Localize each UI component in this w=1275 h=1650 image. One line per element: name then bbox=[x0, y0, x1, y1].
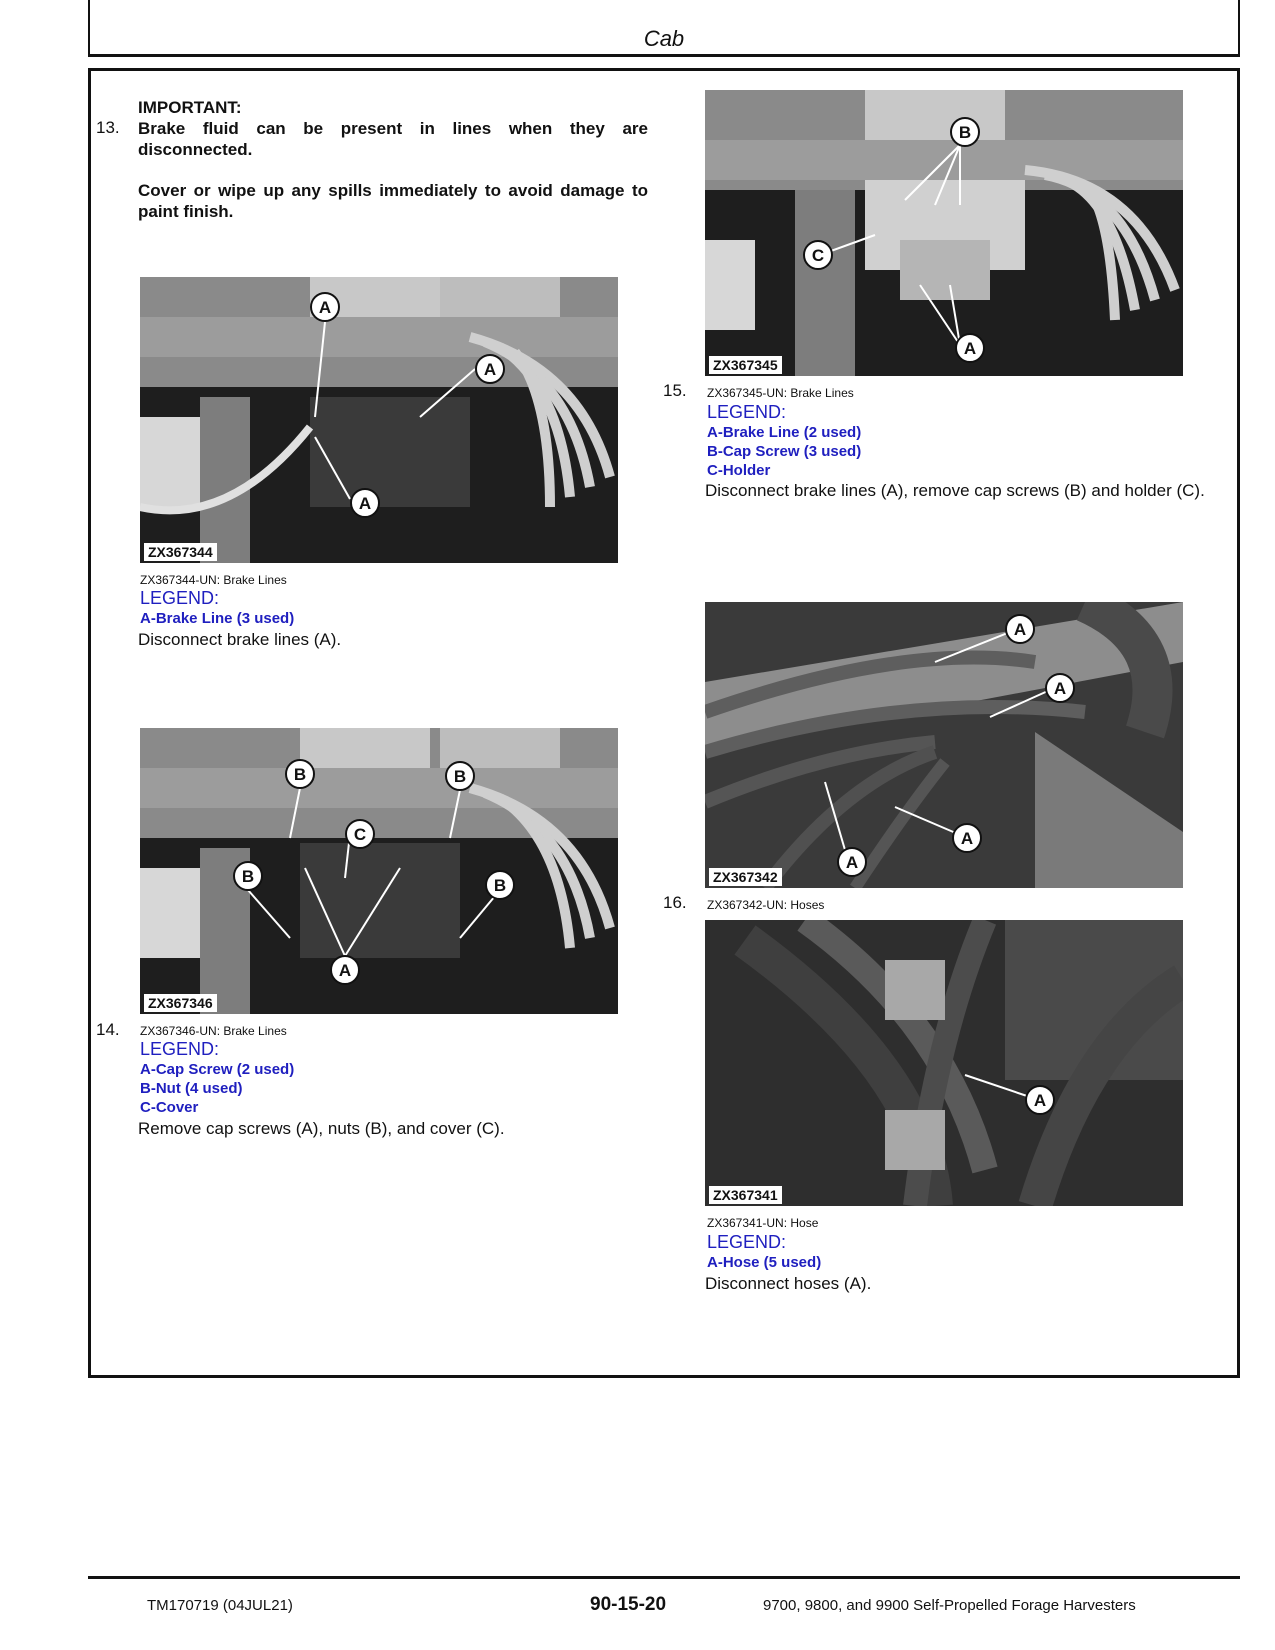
figure-caption: ZX367344-UN: Brake Lines bbox=[140, 573, 287, 587]
callout-c: C bbox=[353, 825, 367, 844]
legend-item: B-Nut (4 used) bbox=[140, 1080, 243, 1097]
instruction-text: Disconnect brake lines (A), remove cap screws (B) and holder (C). bbox=[705, 481, 1205, 500]
instruction-text: Disconnect brake lines (A). bbox=[138, 630, 342, 649]
legend-title: LEGEND: bbox=[707, 1232, 787, 1252]
photo-zx367341 bbox=[705, 920, 1183, 1206]
legend-item: A-Hose (5 used) bbox=[707, 1254, 822, 1271]
important-text-2: Cover or wipe up any spills immediately to avoid damage to paint finish. bbox=[138, 181, 648, 221]
callout-a-2: A bbox=[483, 360, 497, 379]
step-number-16: 16. bbox=[663, 893, 687, 912]
doc-id: TM170719 (04JUL21) bbox=[147, 1597, 293, 1614]
photo-zx367346 bbox=[140, 728, 618, 1014]
callout-b-1: B bbox=[293, 765, 307, 784]
photo-id: ZX367345 bbox=[709, 356, 782, 374]
callout-a-2: A bbox=[1053, 679, 1067, 698]
product-name: 9700, 9800, and 9900 Self-Propelled Forage Harvesters bbox=[763, 1597, 1136, 1614]
step-number-15: 15. bbox=[663, 381, 687, 400]
photo-id: ZX367341 bbox=[709, 1186, 782, 1204]
callout-a-1: A bbox=[318, 298, 332, 317]
step-number-14: 14. bbox=[96, 1020, 120, 1039]
photo-zx367345 bbox=[705, 90, 1183, 376]
legend-item: A-Brake Line (2 used) bbox=[707, 424, 862, 441]
page-header bbox=[88, 0, 1240, 57]
important-label: IMPORTANT: bbox=[138, 98, 242, 117]
photo-zx367342 bbox=[705, 602, 1183, 888]
callout-a-3: A bbox=[358, 494, 372, 513]
photo-zx367344 bbox=[140, 277, 618, 563]
important-text-1: Brake fluid can be present in lines when they are disconnected. bbox=[138, 119, 648, 159]
callout-a-4: A bbox=[845, 853, 859, 872]
legend-title: LEGEND: bbox=[707, 402, 787, 422]
figure-caption: ZX367346-UN: Brake Lines bbox=[140, 1024, 287, 1038]
page-number: 90-15-20 bbox=[590, 1594, 667, 1615]
callout-a: A bbox=[963, 339, 977, 358]
legend-item: C-Holder bbox=[707, 462, 771, 479]
section-title: Cab bbox=[643, 26, 685, 51]
photo-id: ZX367342 bbox=[709, 868, 782, 886]
callout-a: A bbox=[1033, 1091, 1047, 1110]
footer-rule bbox=[88, 1576, 1240, 1579]
callout-a-1: A bbox=[1013, 620, 1027, 639]
photo-id: ZX367344 bbox=[144, 543, 217, 561]
figure-caption: ZX367342-UN: Hoses bbox=[707, 898, 825, 912]
callout-b-3: B bbox=[241, 867, 255, 886]
callout-a: A bbox=[338, 961, 352, 980]
instruction-text: Disconnect hoses (A). bbox=[705, 1274, 872, 1293]
figure-caption: ZX367345-UN: Brake Lines bbox=[707, 386, 854, 400]
figure-caption: ZX367341-UN: Hose bbox=[707, 1216, 819, 1230]
callout-b-4: B bbox=[493, 876, 507, 895]
instruction-text: Remove cap screws (A), nuts (B), and cover (C). bbox=[138, 1119, 505, 1138]
callout-c: C bbox=[811, 246, 825, 265]
photo-id: ZX367346 bbox=[144, 994, 217, 1012]
legend-item: A-Brake Line (3 used) bbox=[140, 610, 295, 627]
legend-item: A-Cap Screw (2 used) bbox=[140, 1061, 295, 1078]
legend-title: LEGEND: bbox=[140, 1039, 220, 1059]
legend-item: B-Cap Screw (3 used) bbox=[707, 443, 862, 460]
legend-title: LEGEND: bbox=[140, 588, 220, 608]
callout-b: B bbox=[958, 123, 972, 142]
callout-b-2: B bbox=[453, 767, 467, 786]
legend-item: C-Cover bbox=[140, 1099, 199, 1116]
callout-a-3: A bbox=[960, 829, 974, 848]
step-number-13: 13. bbox=[96, 118, 120, 137]
